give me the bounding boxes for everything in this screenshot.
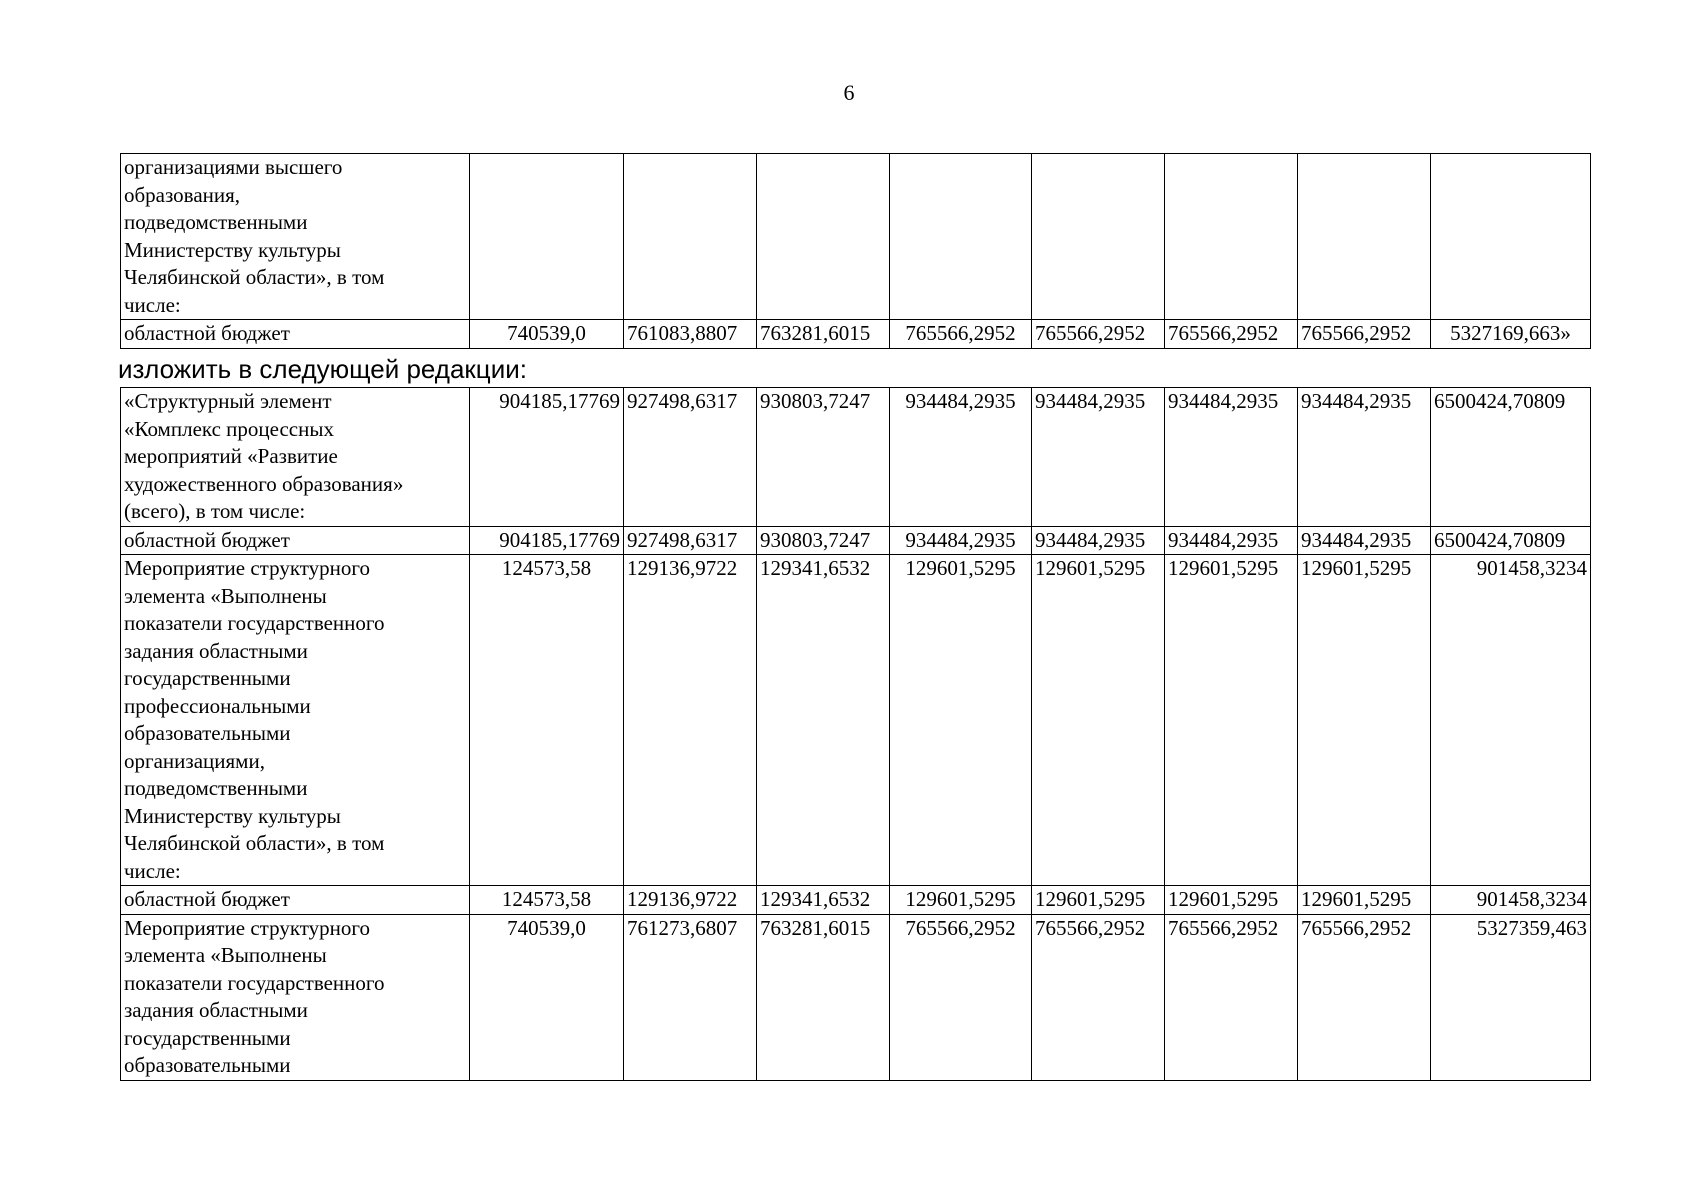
row-label	[121, 526, 470, 555]
value-cell: 934484,2935	[1298, 388, 1431, 527]
value-cell: 763281,6015	[757, 320, 890, 349]
table-row	[121, 154, 1591, 320]
row-label	[121, 914, 470, 1080]
row-label-line: (всего), в том числе:	[124, 499, 306, 523]
value-cell: 934484,2935	[1032, 526, 1165, 555]
value-cell: 765566,2952	[1165, 320, 1298, 349]
row-label-line: государственными	[124, 1025, 291, 1050]
value-cell: 765566,2952	[1298, 320, 1431, 349]
value-cell	[1165, 154, 1298, 320]
value-cell: 930803,7247	[757, 388, 890, 527]
value-cell: 5327169,663»	[1431, 320, 1591, 349]
row-label-line: числе:	[124, 858, 181, 883]
budget-table-new	[120, 387, 1591, 1081]
value-cell: 904185,17769	[470, 388, 624, 527]
row-label	[121, 154, 470, 320]
row-label	[121, 320, 470, 349]
value-cell: 129601,5295	[1032, 886, 1165, 915]
row-label-line: Челябинской области», в том	[124, 265, 385, 289]
value-cell: 129601,5295	[1165, 886, 1298, 915]
value-cell: 765566,2952	[1032, 320, 1165, 349]
value-cell: 5327359,463	[1431, 914, 1591, 1080]
value-cell: 934484,2935	[1032, 388, 1165, 527]
row-label-line: числе:	[124, 292, 181, 317]
value-cell: 6500424,70809	[1431, 388, 1591, 527]
value-cell: 765566,2952	[890, 320, 1032, 349]
value-cell	[757, 154, 890, 320]
value-cell: 761083,8807	[624, 320, 757, 349]
row-label-line: «Комплекс процессных	[124, 416, 334, 441]
table-row	[121, 555, 1591, 886]
value-cell: 129601,5295	[1298, 886, 1431, 915]
row-label-line: элемента «Выполнены	[124, 943, 327, 967]
value-cell: 6500424,70809	[1431, 526, 1591, 555]
row-label-line: Челябинской области», в том	[124, 831, 385, 855]
value-cell: 934484,2935	[890, 526, 1032, 555]
row-label-line: задания областными	[124, 998, 308, 1022]
row-label	[121, 886, 470, 915]
row-label-line: организациями высшего	[124, 155, 343, 179]
value-cell: 129601,5295	[1032, 555, 1165, 886]
row-label-line: показатели государственного	[124, 611, 385, 635]
value-cell: 740539,0	[470, 320, 624, 349]
row-label-line: областной бюджет	[124, 321, 290, 345]
table-row	[121, 388, 1591, 527]
value-cell: 765566,2952	[1165, 914, 1298, 1080]
amendment-caption: изложить в следующей редакции:	[118, 354, 527, 384]
row-label-line: образовательными	[124, 721, 291, 745]
row-label-line: Мероприятие структурного	[124, 915, 370, 940]
value-cell: 124573,58	[470, 886, 624, 915]
row-label-line: профессиональными	[124, 693, 311, 718]
value-cell: 129601,5295	[890, 555, 1032, 886]
value-cell: 129341,6532	[757, 555, 890, 886]
table-row	[121, 886, 1591, 915]
row-label	[121, 555, 470, 886]
value-cell: 765566,2952	[1298, 914, 1431, 1080]
value-cell: 129601,5295	[890, 886, 1032, 915]
value-cell: 129341,6532	[757, 886, 890, 915]
table-row	[121, 914, 1591, 1080]
row-label-line: государственными	[124, 666, 291, 690]
value-cell: 763281,6015	[757, 914, 890, 1080]
value-cell: 927498,6317	[624, 526, 757, 555]
value-cell	[890, 154, 1032, 320]
table-row	[121, 320, 1591, 349]
row-label-line: областной бюджет	[124, 887, 290, 911]
row-label	[121, 388, 470, 527]
row-label-line: «Структурный элемент	[124, 389, 332, 413]
table-row	[121, 526, 1591, 555]
row-label-line: художественного образования»	[124, 471, 404, 496]
value-cell	[1431, 154, 1591, 320]
value-cell: 765566,2952	[1032, 914, 1165, 1080]
value-cell	[624, 154, 757, 320]
row-label-line: Министерству культуры	[124, 803, 341, 828]
row-label-line: подведомственными	[124, 776, 308, 800]
value-cell: 901458,3234	[1431, 555, 1591, 886]
value-cell: 934484,2935	[1165, 526, 1298, 555]
value-cell: 129601,5295	[1165, 555, 1298, 886]
row-label-line: подведомственными	[124, 210, 308, 234]
value-cell: 124573,58	[470, 555, 624, 886]
value-cell: 129136,9722	[624, 886, 757, 915]
value-cell: 740539,0	[470, 914, 624, 1080]
value-cell: 129601,5295	[1298, 555, 1431, 886]
value-cell: 934484,2935	[890, 388, 1032, 527]
page-number: 6	[843, 80, 855, 105]
row-label-line: Министерству культуры	[124, 237, 341, 262]
row-label-line: задания областными	[124, 638, 308, 663]
budget-table-previous	[120, 153, 1591, 349]
value-cell: 934484,2935	[1298, 526, 1431, 555]
value-cell: 927498,6317	[624, 388, 757, 527]
row-label-line: Мероприятие структурного	[124, 556, 370, 580]
value-cell: 761273,6807	[624, 914, 757, 1080]
row-label-line: показатели государственного	[124, 970, 385, 995]
value-cell: 904185,17769	[470, 526, 624, 555]
value-cell: 765566,2952	[890, 914, 1032, 1080]
row-label-line: образовательными	[124, 1053, 291, 1077]
value-cell	[1032, 154, 1165, 320]
row-label-line: областной бюджет	[124, 527, 290, 552]
value-cell: 129136,9722	[624, 555, 757, 886]
value-cell: 901458,3234	[1431, 886, 1591, 915]
row-label-line: организациями,	[124, 748, 265, 773]
value-cell	[470, 154, 624, 320]
row-label-line: образования,	[124, 182, 241, 207]
row-label-line: мероприятий «Развитие	[124, 444, 338, 468]
value-cell: 930803,7247	[757, 526, 890, 555]
value-cell: 934484,2935	[1165, 388, 1298, 527]
value-cell	[1298, 154, 1431, 320]
row-label-line: элемента «Выполнены	[124, 583, 327, 608]
